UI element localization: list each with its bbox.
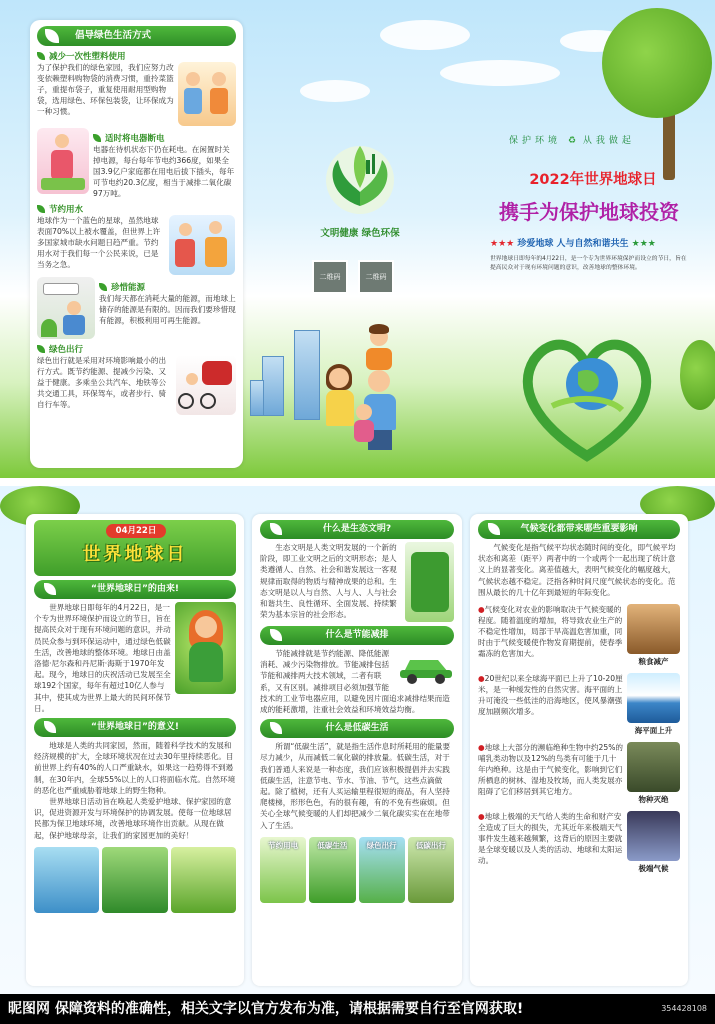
section-head: 适时将电器断电: [93, 132, 236, 144]
section-text: 电器在待机状态下仍在耗电。在闲置时关掉电源，每台每年节电约366度，如果全国3.9亿户家庭都在用电后拔下插头，每年可节电约20.3亿度，相当于减排二氧化碳97万吨。: [93, 145, 235, 198]
section-title: 什么是节能减排: [260, 626, 454, 645]
bike-illustration: [176, 355, 236, 415]
earth-goddess-illustration: [175, 602, 236, 694]
image-caption: 粮食减产: [638, 657, 669, 667]
date-badge: 04月22日: [106, 524, 166, 538]
cloud: [300, 80, 370, 102]
section-head: 减少一次性塑料使用: [37, 50, 236, 62]
section-head: 绿色出行: [37, 343, 236, 355]
leaf-icon: [270, 523, 282, 535]
section-title: “世界地球日”的意义!: [34, 718, 236, 737]
tree: [680, 340, 715, 410]
photo-planting: [102, 847, 167, 913]
slogan: 保护环境 ♻ 从我做起: [509, 136, 635, 146]
subtitle: ★★★ 珍爱地球 人与自然和谐共生 ★★★: [490, 239, 656, 249]
section-title: 什么是低碳生活: [260, 719, 454, 738]
green-lifestyle-panel: [30, 20, 243, 468]
energy-illustration: [37, 277, 95, 339]
leaf-icon: [270, 722, 282, 734]
section-text: 绿色出行就是采用对环境影响最小的出行方式。既节约能源、提减少污染、又益于健康。多乘坐公共汽车、地铁等公共交通工具，环保驾车，或者步行、骑自行车等。: [37, 356, 167, 409]
tree: [602, 8, 712, 118]
family-child: [350, 402, 378, 454]
impact-item: ●地球上大部分的濒临绝种生物中约25%的哺乳类动物以及12%的鸟类有可能于几十年内绝种。这是由于气候变化，影响到它们所栖息的树林、湿地及牧场，而人类发展亦阻碍了它们移居到其它地方。 物种灭绝: [478, 742, 680, 805]
photo-volunteers: [34, 847, 99, 913]
section-head: 珍惜能源: [99, 281, 236, 293]
section-text: 地球作为一个蓝色的星球，虽然地球表面70%以上被水覆盖，但世界上许多国家城市缺水问题日趋严重。节约用水对于我们每一个公民来说，已是当务之急。: [37, 216, 161, 269]
leaf-icon: [270, 629, 282, 641]
photo-group: [171, 847, 236, 913]
impact-item: ●气候变化对农业的影响取决于气候变暖的程度。随着温度的增加，将导致农业生产的不稳定性增加，局部干旱高温危害加重，同时由于气候变暖使作物发育期提前，使春季霜冻的危害加大。 粮食减产: [478, 604, 680, 667]
eco-logo: [320, 140, 400, 216]
strip-lowcarbon-life: 低碳生活: [309, 837, 355, 903]
impact-item: ●地球上极端的天气给人类的生命和财产安全造成了巨大的损失，尤其近年来极端天气事件发生越来越频繁，这背后的原因主要就是全球变暖以及人类的活动、地球和太阳运动。 极端气候: [478, 811, 680, 874]
qr-code-placeholder: 二维码: [358, 260, 394, 294]
shopping-illustration: [178, 62, 236, 126]
image-caption: 物种灭绝: [638, 795, 669, 805]
sea-level-photo: [627, 673, 680, 723]
title-year: 2022年世界地球日: [529, 172, 657, 188]
section-text: 地球是人类的共同家园，然而，随着科学技术的发展和经济规模的扩大，全球环境状况在过去30年里持续恶化。目前世界上约有40%的人口严重缺水，如果这一趋势得不到遏制，在30年内，全球55%以上的人口将面临水荒。自然环境的恶化也严重威胁着地球上的野生物种。: [34, 741, 236, 795]
heart-earth-graphic: [512, 326, 662, 466]
section-text: 生态文明是人类文明发展的一个新的阶段，即工业文明之后的文明形态；是人类遵循人、自然、社会和谐发展这一客观规律而取得的物质与精神成果的总和。生态文明是以人与自然、人与人、人与社会和谐共生、良性循环、全面发展、持续繁荣为基本宗旨的社会形态。: [260, 543, 397, 620]
cloud: [440, 60, 560, 86]
strip-green-travel: 绿色出行: [359, 837, 405, 903]
section-text: 所谓“低碳生活”，就是指生活作息时所耗用的能量要尽力减少，从而减低二氧化碳的排放量。低碳生活，对于我们普通人来说是一种态度，我们应该积极提倡并去实践低碳生活，注意节电、节水、节油、节气，这些点滴做起。除了植树，还有人买运输里程很短的商品，有人坚持爬楼梯，形形色色，有的很有趣，有的不免有些麻烦。但关心全球气候变暖的人们却把减少二氧化碳实实在在地带入了生活。: [260, 742, 451, 830]
bullet-icon: ●: [478, 743, 485, 753]
recycle-icon: ♻: [567, 136, 576, 146]
section-title: 气候变化都带来哪些重要影响: [478, 520, 680, 539]
qr-code-placeholder: 二维码: [312, 260, 348, 294]
section-text: 世界地球日活动旨在唤起人类爱护地球、保护家园的意识，促进资源开发与环境保护的协调发展。使每一位地球居民都为保卫地球环境，改善地球环境作出贡献。从现在做起，保护地球母亲，让我们的家园更加的美好！: [34, 797, 232, 840]
bullet-icon: ●: [478, 812, 485, 822]
intro-note: 世界地球日即每年的4月22日，是一个专为世界环境保护而设立的节日，旨在提高民众对于现有环境问题的意识，改善地球的整体环境。: [490, 256, 687, 271]
building: [262, 356, 284, 416]
section-text: 世界地球日即每年的4月22日，是一个专为世界环境保护而设立的节日，旨在提高民众对于现有环境问题的意识，并动员民众参与到环保运动中，通过绿色低碳生活，改善地球的整体环境。地球日由盖洛德·尼尔森和丹尼斯·海斯于1970年发起。现今，地球日的庆祝活动已发展至全球192个国家，每年有超过10亿人参与其中，使其成为世界上最大的民间环保节日。: [34, 603, 171, 713]
banner-title: 世界地球日: [82, 544, 188, 565]
climate-column: [470, 514, 688, 986]
extreme-weather-photo: [627, 811, 680, 861]
logo-caption: 文明健康 绿色环保: [320, 228, 400, 239]
water-illustration: [169, 215, 235, 275]
earth-day-column: [26, 514, 244, 986]
electric-illustration: [37, 128, 89, 194]
section-text: 我们每天都在消耗大量的能源，而地球上储存的能源是有限的。因而我们要珍惜现有能源，积极利用可再生能源。: [99, 294, 236, 325]
cloud: [380, 20, 470, 50]
cover-sheet: [0, 0, 715, 478]
building: [294, 330, 320, 420]
ecology-column: [252, 514, 462, 986]
green-car-icon: [398, 648, 454, 686]
leaf-icon: [45, 29, 59, 43]
leaf-icon: [488, 523, 500, 535]
green-word-illustration: [405, 542, 454, 622]
leaf-icon: [44, 721, 56, 733]
image-caption: 极端气候: [638, 864, 669, 874]
section-title: 什么是生态文明?: [260, 520, 454, 539]
photo-strip: [34, 847, 236, 913]
main-title: 携手为保护地球投资: [499, 200, 679, 224]
bullet-icon: ●: [478, 605, 485, 615]
bullet-icon: ●: [478, 674, 485, 684]
section-title: “世界地球日”的由来!: [34, 580, 236, 599]
section-text: 节能减排就是节约能源、降低能源消耗、减少污染物排放。节能减排包括节能和减排两大技术领域，二者有联系，又有区别。减排项目必须加强节能技术的工业节电器应用，以避免因片面追求减排结果而造成的能耗激增，注重社会效益和环境效益均衡。: [260, 649, 450, 715]
earth-day-banner: [34, 520, 236, 576]
drought-photo: [627, 604, 680, 654]
section-head: 节约用水: [37, 203, 236, 215]
lowcarbon-strip: [260, 837, 454, 903]
species-photo: [627, 742, 680, 792]
impact-item: ●20世纪以来全球海平面已上升了10-20厘米，是一种缓发性的自然灾害。海平面的上升可淹没一些低洼的沿海地区，使风暴潮强度加剧频次增多。 海平面上升: [478, 673, 680, 736]
section-text: 气候变化是指气候平均状态随时间的变化，即气候平均状态和离差（距平）两者中的一个或两个一起出现了统计意义上的显著变化。离差值越大，表明气候变化的幅度越大，气候状态越不稳定。泛指各种时间尺度气候状态的变化。范围从最长的几十亿年到最短的年际变化。: [478, 543, 676, 597]
strip-save-power: 节约用电: [260, 837, 306, 903]
watermark-code: 354428108: [661, 1004, 707, 1013]
image-caption: 海平面上升: [634, 726, 673, 736]
watermark-bar: 昵图网 保障资料的准确性，相关文字以官方发布为准，请根据需要自行至官网获取! 354428108: [0, 994, 715, 1024]
panel-title: 倡导绿色生活方式: [37, 26, 236, 46]
section-text: 为了保护我们的绿色家园，我们应努力改变依赖塑料购物袋的消费习惯，重拎菜篮子，重提布袋子，重复使用耐用型购物袋，选用绿色、环保包装袋，让环保成为一种习惯。: [37, 63, 174, 116]
building: [250, 380, 264, 416]
leaf-icon: [44, 583, 56, 595]
strip-lowcarbon-travel: 低碳出行: [408, 837, 454, 903]
